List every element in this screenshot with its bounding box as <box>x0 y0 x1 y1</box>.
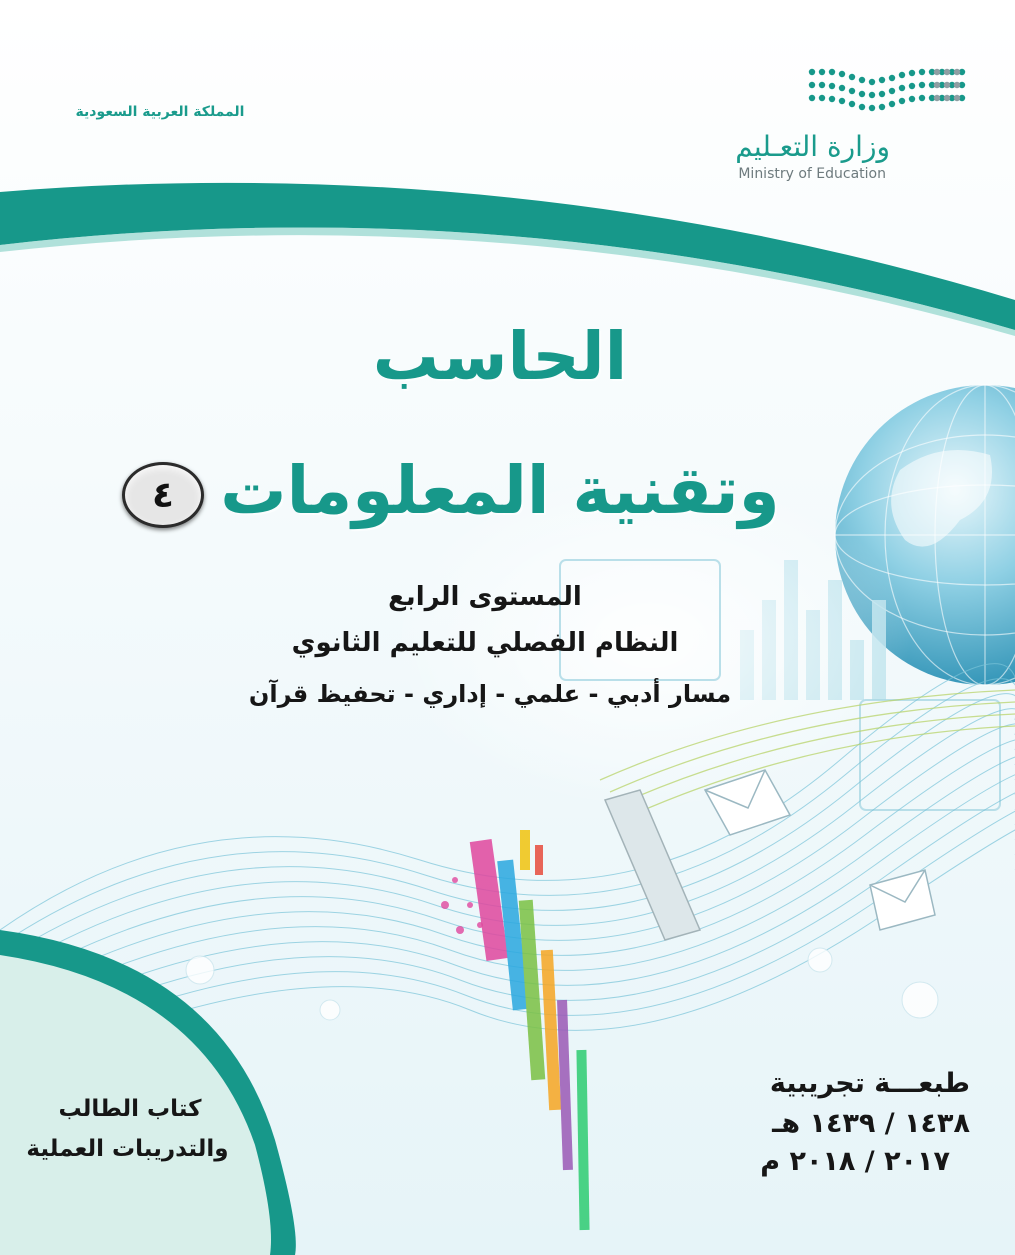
book-title-line2: وتقنية المعلومات <box>220 452 780 529</box>
ministry-name-english: Ministry of Education <box>738 166 886 182</box>
level-badge <box>122 462 204 528</box>
book-type-line1: كتاب الطالب <box>58 1096 202 1122</box>
edition-label: طبعـــة تجريبية <box>769 1068 970 1099</box>
book-type-line2: والتدريبات العملية <box>26 1136 229 1162</box>
tracks-subtitle: مسار أدبي - علمي - إداري - تحفيظ قرآن <box>248 680 732 708</box>
edition-gregorian-year: ٢٠١٧ / ٢٠١٨ م <box>760 1146 950 1177</box>
kingdom-label: المملكة العربية السعودية <box>75 104 245 120</box>
book-title-line1: الحاسب <box>372 318 628 395</box>
ministry-logo-dots-grey-icon <box>934 69 960 101</box>
system-subtitle: النظام الفصلي للتعليم الثانوي <box>291 628 679 658</box>
ministry-name-arabic: وزارة التعـليم <box>735 130 890 163</box>
level-number: ٤ <box>152 474 174 516</box>
edition-hijri-year: ١٤٣٨ / ١٤٣٩ هـ <box>772 1108 970 1139</box>
level-subtitle: المستوى الرابع <box>388 582 582 612</box>
